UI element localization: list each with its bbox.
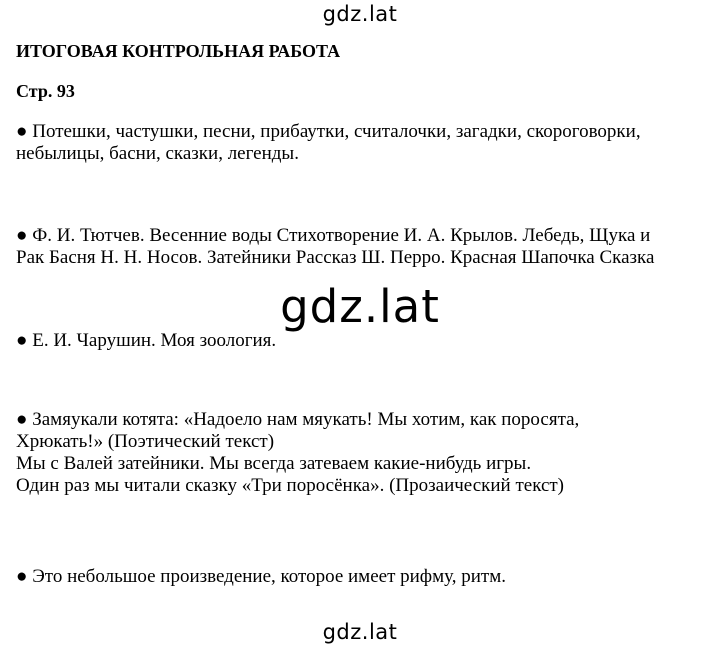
document-title: ИТОГОВАЯ КОНТРОЛЬНАЯ РАБОТА [16,41,341,61]
answer-line: ● Замяукали котята: «Надоело нам мяукать! Мы хотим, как поросята, [16,409,580,430]
page-number: Стр. 93 [16,81,75,101]
answer-3 [16,330,716,352]
watermark-top: gdz.lat [322,2,398,26]
answer-line: ● Потешки, частушки, песни, прибаутки, считалочки, загадки, скороговорки, [16,121,641,142]
answer-5 [16,566,716,588]
answer-line: небылицы, басни, сказки, легенды. [16,143,299,164]
answer-line: Один раз мы читали сказку «Три поросёнка». (Прозаический текст) [16,475,565,496]
watermark-bottom: gdz.lat [322,620,398,644]
answer-line: Хрюкать!» (Поэтический текст) [16,431,275,452]
answer-line: Рак Басня Н. Н. Носов. Затейники Рассказ Ш. Перро. Красная Шапочка Сказка [16,247,655,268]
answer-2 [16,225,716,269]
answer-4 [16,409,716,497]
answer-line: Мы с Валей затейники. Мы всегда затеваем какие-нибудь игры. [16,453,532,474]
answer-line: ● Это небольшое произведение, которое имеет рифму, ритм. [16,566,506,587]
watermark-center: gdz.lat [280,280,440,333]
answer-1 [16,121,716,165]
answer-line: ● Е. И. Чарушин. Моя зоология. [16,330,277,351]
answer-line: ● Ф. И. Тютчев. Весенние воды Стихотворение И. А. Крылов. Лебедь, Щука и [16,225,651,246]
